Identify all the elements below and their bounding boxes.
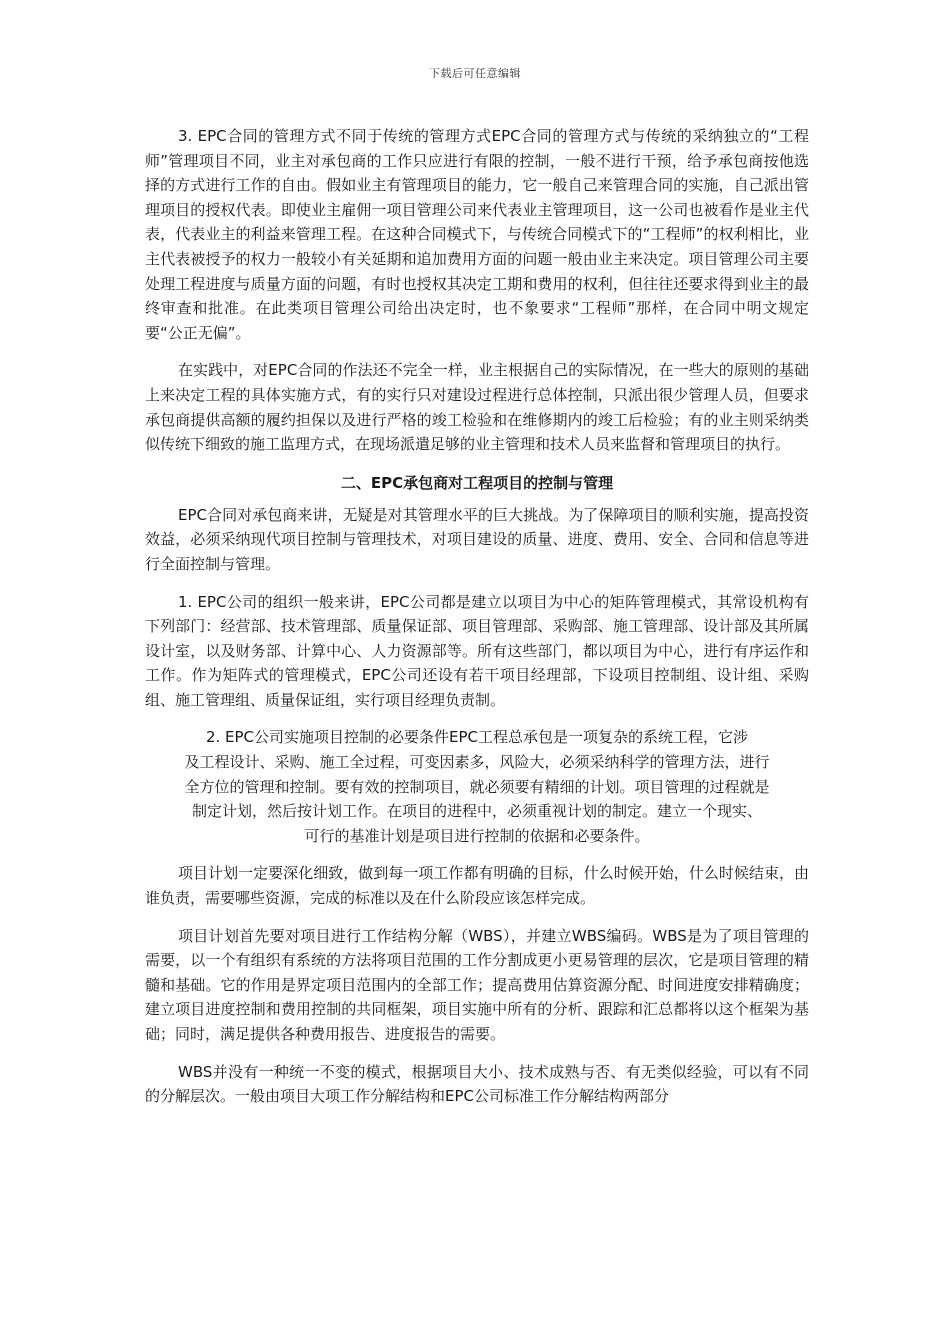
paragraph-epc-management-style: 3. EPC合同的管理方式不同于传统的管理方式EPC合同的管理方式与传统的采纳独立的“工程师”管理项目不同，业主对承包商的工作只应进行有限的控制，一般不进行干预，给予承包商按他选择的方式进行工作的自由。假如业主有管理项目的能力，它一般自己来管理合同的实施，自己派出管理项目的授权代表。即使业主雇佣一项目管理公司来代表业主管理项目，这一公司也被看作是业主代表，代表业主的利益来管理工程。在这种合同模式下，与传统合同模式下的“工程师”的权利相比，业主代表被授予的权力一般较小有关延期和追加费用方面的问题一般由业主来决定。项目管理公司主要处理工程进度与质量方面的问题，有时也授权其决定工期和费用的权利，但往往还要求得到业主的最终审查和批准。在此类项目管理公司给出决定时，也不象要求“工程师”那样，在合同中明文规定要“公正无偏”。 — [145, 127, 809, 342]
paragraph-practice: 在实践中，对EPC合同的作法还不完全一样，业主根据自己的实际情况，在一些大的原则的基础上来决定工程的具体实施方式，有的实行只对建设过程进行总体控制，只派出很少管理人员，但要求承包商提供高额的履约担保以及进行严格的竣工检验和在维修期内的竣工后检验；有的业主则采纳类似传统下细致的施工监理方式，在现场派遣足够的业主管理和技术人员来监督和管理项目的执行。 — [145, 361, 809, 454]
paragraph-epc-organization: 1. EPC公司的组织一般来讲，EPC公司都是建立以项目为中心的矩阵管理模式，其常设机构有下列部门：经营部、技术管理部、质量保证部、项目管理部、采购部、施工管理部、设计部及其所属设计室，以及财务部、计算中心、人力资源部等。所有这些部门，都以项目为中心，进行有序运作和工作。作为矩阵式的管理模式，EPC公司还设有若干项目经理部，下设项目控制组、设计组、采购组、施工管理组、质量保证组，实行项目经理负责制。 — [145, 592, 809, 709]
paragraph-contractor-challenge: EPC合同对承包商来讲，无疑是对其管理水平的巨大挑战。为了保障项目的顺利实施，提高投资效益，必须采纳现代项目控制与管理技术，对项目建设的质量、进度、费用、安全、合同和信息等进行全面控制与管理。 — [145, 505, 809, 573]
section-heading: 二、EPC承包商对工程项目的控制与管理 — [340, 473, 614, 492]
paragraph-control-conditions — [145, 725, 809, 848]
control-conditions-line: 2. EPC公司实施项目控制的必要条件EPC工程总承包是一项复杂的系统工程，它涉 — [205, 728, 749, 747]
control-conditions-line: 制定计划，然后按计划工作。在项目的进程中，必须重视计划的制定。建立一个现实、 — [191, 802, 762, 821]
paragraph-wbs-mode: WBS并没有一种统一不变的模式，根据项目大小、技术成熟与否、有无类似经验，可以有不同的分解层次。一般由项目大项工作分解结构和EPC公司标准工作分解结构两部分 — [145, 1062, 809, 1106]
control-conditions-line: 可行的基准计划是项目进行控制的依据和必要条件。 — [304, 826, 650, 845]
paragraph-wbs: 项目计划首先要对项目进行工作结构分解（WBS），并建立WBS编码。WBS是为了项目管理的需要，以一个有组织有系统的方法将项目范围的工作分割成更小更易管理的层次，它是项目管理的精髓和基础。它的作用是界定项目范围内的全部工作；提高费用估算资源分配、时间进度安排精确度；建立项目进度控制和费用控制的共同框架，项目实施中所有的分析、跟踪和汇总都将以这个框架为基础；同时，满足提供各种费用报告、进度报告的需要。 — [145, 926, 809, 1043]
paragraph-project-plan: 项目计划一定要深化细致，做到每一项工作都有明确的目标，什么时候开始，什么时候结束，由谁负责，需要哪些资源，完成的标准以及在什么阶段应该怎样完成。 — [145, 864, 809, 908]
page-header-note: 下载后可任意编辑 — [429, 67, 521, 80]
document-body — [145, 124, 809, 1122]
control-conditions-line: 全方位的管理和控制。要有效的控制项目，就必须要有精细的计划。项目管理的过程就是 — [184, 777, 770, 796]
control-conditions-line: 及工程设计、采购、施工全过程，可变因素多，风险大，必须采纳科学的管理方法，进行 — [184, 753, 770, 772]
